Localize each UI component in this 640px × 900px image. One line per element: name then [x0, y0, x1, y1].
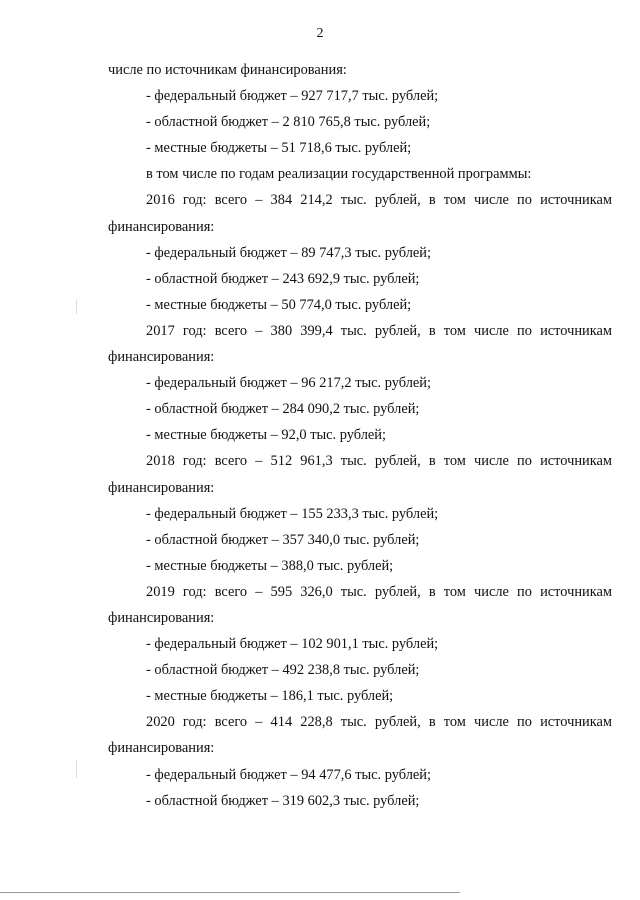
- word: тыс.: [340, 714, 367, 731]
- word: тыс.: [340, 453, 367, 470]
- word: тыс.: [340, 583, 367, 600]
- list-item-regional-2018: - областной бюджет – 357 340,0 тыс. рублей;: [146, 531, 420, 548]
- page-number: 2: [316, 26, 324, 41]
- word: 380: [270, 322, 293, 339]
- word: –: [255, 714, 263, 731]
- word: числе: [474, 453, 509, 470]
- word: по: [517, 192, 532, 209]
- word: рублей,: [374, 453, 421, 470]
- word: год:: [182, 453, 207, 470]
- word: в: [428, 453, 436, 470]
- text-line: финансирования:: [108, 479, 215, 496]
- word: по: [517, 322, 532, 339]
- word: 2020: [146, 714, 175, 731]
- word: –: [255, 322, 263, 339]
- word: 326,0: [300, 583, 333, 600]
- word: по: [517, 583, 532, 600]
- word: тыс.: [340, 322, 367, 339]
- word: по: [517, 714, 532, 731]
- list-item-regional-total: - областной бюджет – 2 810 765,8 тыс. рублей;: [146, 114, 431, 131]
- word: рублей,: [374, 714, 421, 731]
- word: 595: [270, 583, 293, 600]
- word: в: [428, 714, 436, 731]
- word: 414: [270, 714, 293, 731]
- list-item-federal-2016: - федеральный бюджет – 89 747,3 тыс. рублей;: [146, 244, 431, 261]
- word: –: [255, 583, 263, 600]
- year-2016-line: [108, 187, 612, 213]
- list-item-local-2016: - местные бюджеты – 50 774,0 тыс. рублей;: [146, 296, 412, 313]
- year-2018-line: [108, 448, 612, 474]
- list-item-federal-2018: - федеральный бюджет – 155 233,3 тыс. рублей;: [146, 505, 439, 522]
- scan-artifact: [76, 300, 77, 314]
- word: 512: [270, 453, 293, 470]
- word: 228,8: [300, 714, 333, 731]
- list-item-federal-2019: - федеральный бюджет – 102 901,1 тыс. рублей;: [146, 636, 439, 653]
- year-2020-line: [108, 709, 612, 735]
- word: в: [428, 322, 436, 339]
- list-item-federal-2017: - федеральный бюджет – 96 217,2 тыс. рублей;: [146, 375, 431, 392]
- word: том: [443, 714, 466, 731]
- word: числе: [474, 714, 509, 731]
- bottom-edge-line: [0, 892, 460, 893]
- text-line: финансирования:: [108, 218, 215, 235]
- word: числе: [474, 192, 509, 209]
- word: по: [517, 453, 532, 470]
- word: числе: [474, 583, 509, 600]
- list-item-federal-2020: - федеральный бюджет – 94 477,6 тыс. рублей;: [146, 766, 431, 783]
- word: 214,2: [300, 192, 333, 209]
- year-2019-line: [108, 579, 612, 605]
- word: год:: [182, 714, 207, 731]
- text-line: финансирования:: [108, 609, 215, 626]
- list-item-local-2019: - местные бюджеты – 186,1 тыс. рублей;: [146, 688, 394, 705]
- list-item-local-2017: - местные бюджеты – 92,0 тыс. рублей;: [146, 427, 386, 444]
- list-item-local-total: - местные бюджеты – 51 718,6 тыс. рублей;: [146, 140, 412, 157]
- word: источникам: [540, 453, 612, 470]
- word: всего: [214, 322, 248, 339]
- list-item-regional-2020: - областной бюджет – 319 602,3 тыс. рублей;: [146, 792, 420, 809]
- word: источникам: [540, 192, 612, 209]
- word: 2016: [146, 192, 175, 209]
- word: том: [443, 192, 466, 209]
- word: 384: [270, 192, 293, 209]
- year-2017-line: [108, 318, 612, 344]
- scan-artifact: [76, 760, 77, 778]
- text-line: финансирования:: [108, 740, 215, 757]
- word: тыс.: [340, 192, 367, 209]
- word: рублей,: [374, 322, 421, 339]
- document-body: [108, 57, 612, 814]
- word: 2018: [146, 453, 175, 470]
- word: –: [255, 192, 263, 209]
- word: год:: [182, 583, 207, 600]
- word: том: [443, 583, 466, 600]
- word: 2017: [146, 322, 175, 339]
- word: том: [443, 453, 466, 470]
- list-item-regional-2016: - областной бюджет – 243 692,9 тыс. рублей;: [146, 270, 420, 287]
- word: всего: [214, 453, 248, 470]
- word: год:: [182, 192, 207, 209]
- word: –: [255, 453, 263, 470]
- word: всего: [214, 583, 248, 600]
- word: 961,3: [300, 453, 333, 470]
- word: источникам: [540, 714, 612, 731]
- word: всего: [214, 192, 248, 209]
- list-item-federal-total: - федеральный бюджет – 927 717,7 тыс. рублей;: [146, 88, 439, 105]
- list-item-regional-2019: - областной бюджет – 492 238,8 тыс. рублей;: [146, 662, 420, 679]
- word: 399,4: [300, 322, 333, 339]
- word: числе: [474, 322, 509, 339]
- word: том: [443, 322, 466, 339]
- word: в: [428, 583, 436, 600]
- text-line: финансирования:: [108, 349, 215, 366]
- word: в: [428, 192, 436, 209]
- word: рублей,: [374, 192, 421, 209]
- word: источникам: [540, 583, 612, 600]
- word: год:: [182, 322, 207, 339]
- word: 2019: [146, 583, 175, 600]
- text-line: в том числе по годам реализации государственной программы:: [146, 166, 532, 183]
- list-item-regional-2017: - областной бюджет – 284 090,2 тыс. рублей;: [146, 401, 420, 418]
- list-item-local-2018: - местные бюджеты – 388,0 тыс. рублей;: [146, 557, 394, 574]
- word: всего: [214, 714, 248, 731]
- text-line: числе по источникам финансирования:: [108, 62, 347, 78]
- word: источникам: [540, 322, 612, 339]
- word: рублей,: [374, 583, 421, 600]
